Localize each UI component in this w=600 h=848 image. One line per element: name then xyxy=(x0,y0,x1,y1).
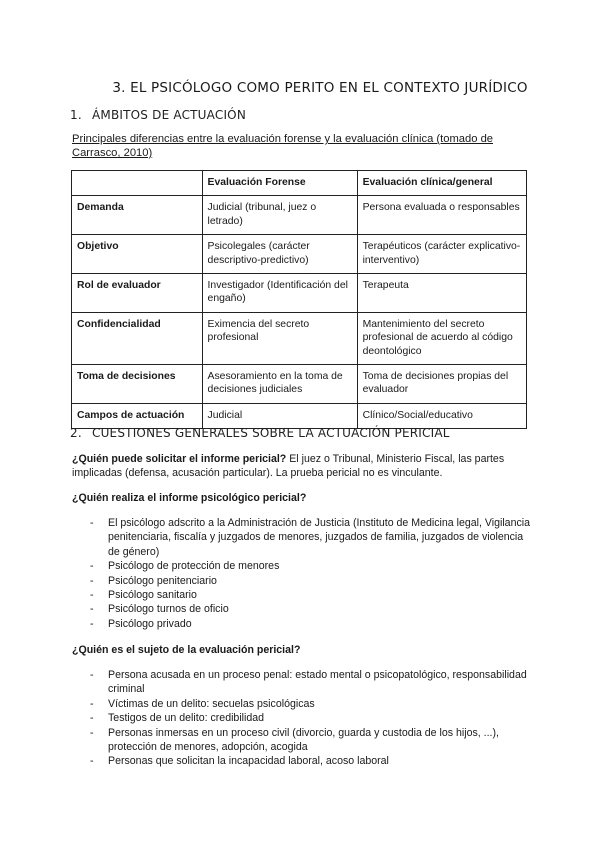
row-label: Demanda xyxy=(72,196,203,235)
section-number: 2. xyxy=(70,426,82,440)
table-cell: Psicolegales (carácter descriptivo-predictivo) xyxy=(202,235,357,274)
list-item: - Víctimas de un delito: secuelas psicológicas xyxy=(90,697,315,710)
row-label: Objetivo xyxy=(72,235,203,274)
table-row xyxy=(72,235,527,274)
paragraph-solicitud xyxy=(72,452,532,481)
row-label: Confidencialidad xyxy=(72,312,203,364)
table-header-cell xyxy=(72,171,203,196)
list-item: - Psicólogo turnos de oficio xyxy=(90,603,229,616)
page-title: 3. EL PSICÓLOGO COMO PERITO EN EL CONTEXTO JURÍDICO xyxy=(112,80,528,96)
dash-bullet: - xyxy=(90,697,94,710)
table-cell: Investigador (Identificación del engaño) xyxy=(202,274,357,313)
list-item: - Psicólogo penitenciario xyxy=(90,574,217,587)
dash-bullet: - xyxy=(90,712,94,725)
dash-bullet: - xyxy=(90,669,94,681)
comparison-table xyxy=(71,170,527,429)
dash-bullet: - xyxy=(90,726,94,739)
row-label: Toma de decisiones xyxy=(72,365,203,404)
list-item: - Psicólogo privado xyxy=(90,617,192,630)
table-cell: Terapéuticos (carácter explicativo-interventivo) xyxy=(357,235,526,274)
list-realiza xyxy=(90,516,530,631)
table-header-cell: Evaluación Forense xyxy=(202,171,357,196)
table-row xyxy=(72,312,527,364)
table-header-cell: Evaluación clínica/general xyxy=(357,171,526,196)
list-item: - Personas que solicitan la incapacidad laboral, acoso laboral xyxy=(90,755,389,768)
question-heading-realiza: ¿Quién realiza el informe psicológico pericial? xyxy=(72,492,307,504)
table-row xyxy=(72,196,527,235)
list-item: - El psicólogo adscrito a la Administración de Justicia (Instituto de Medicina legal, Vigilancia penitenciaria, fiscalía y juzgados de menores, juzgados de familia, juzgados de violencia de género) xyxy=(90,517,531,558)
section-heading-cuestiones xyxy=(70,426,450,440)
table-cell: Judicial xyxy=(202,403,357,428)
table-cell: Judicial (tribunal, juez o letrado) xyxy=(202,196,357,235)
table-cell: Persona evaluada o responsables xyxy=(357,196,526,235)
table-cell: Mantenimiento del secreto profesional de acuerdo al código deontológico xyxy=(357,312,526,364)
table-cell: Toma de decisiones propias del evaluador xyxy=(357,365,526,404)
table-row xyxy=(72,365,527,404)
dash-bullet: - xyxy=(90,603,94,616)
question-text: ¿Quién puede solicitar el informe pericial? xyxy=(72,453,287,465)
dash-bullet: - xyxy=(90,589,94,602)
list-item: - Personas inmersas en un proceso civil (divorcio, guarda y custodia de los hijos, ...), protección de menores, adopción, acogida xyxy=(90,726,499,754)
table-cell: Terapeuta xyxy=(357,274,526,313)
section-number: 1. xyxy=(70,108,82,122)
section-heading-ambitos xyxy=(70,108,247,122)
table-cell: Clínico/Social/educativo xyxy=(357,403,526,428)
table-caption: Principales diferencias entre la evaluación forense y la evaluación clínica (tomado de Carrasco, 2010) xyxy=(72,133,494,159)
list-item: - Psicólogo de protección de menores xyxy=(90,560,280,573)
table-cell: Eximencia del secreto profesional xyxy=(202,312,357,364)
dash-bullet: - xyxy=(90,755,94,768)
row-label: Campos de actuación xyxy=(72,403,203,428)
list-item: - Persona acusada en un proceso penal: estado mental o psicopatológico, responsabilidad criminal xyxy=(90,669,527,696)
table-cell: Asesoramiento en la toma de decisiones judiciales xyxy=(202,365,357,404)
list-item: - Testigos de un delito: credibilidad xyxy=(90,712,265,725)
table-header-row xyxy=(72,171,527,196)
table-row xyxy=(72,274,527,313)
section-title: ÁMBITOS DE ACTUACIÓN xyxy=(92,108,247,122)
list-sujeto xyxy=(90,668,530,769)
dash-bullet: - xyxy=(90,517,94,529)
list-item: - Psicólogo sanitario xyxy=(90,589,197,602)
dash-bullet: - xyxy=(90,574,94,587)
dash-bullet: - xyxy=(90,560,94,573)
table-row xyxy=(72,403,527,428)
row-label: Rol de evaluador xyxy=(72,274,203,313)
section-title: CUESTIONES GENERALES SOBRE LA ACTUACIÓN PERICIAL xyxy=(92,426,450,440)
dash-bullet: - xyxy=(90,617,94,630)
question-heading-sujeto: ¿Quién es el sujeto de la evaluación pericial? xyxy=(72,644,301,656)
answer-text: El juez o Tribunal, Ministerio Fiscal, las partes implicadas (defensa, acusación particular). La prueba pericial no es vinculante. xyxy=(72,453,505,480)
